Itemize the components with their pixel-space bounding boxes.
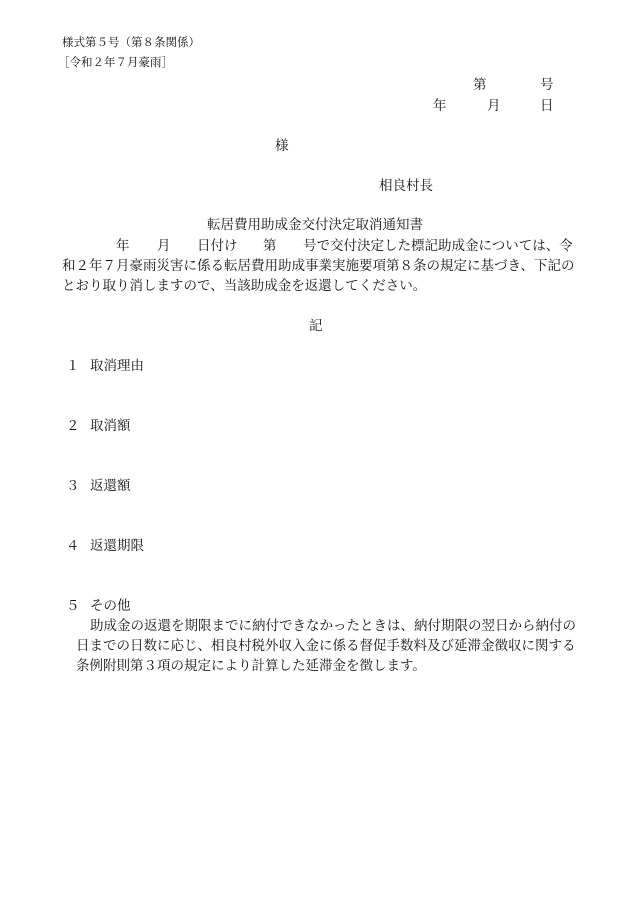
other-text-line3: 条例附則第３項の規定により計算した延滞金を徴します。 (76, 658, 426, 674)
intro-line3: とおり取り消しますので、当該助成金を返還してください。 (62, 278, 427, 294)
item-1-number: １ (66, 358, 80, 374)
date-month: 月 (487, 98, 501, 114)
other-text-line2: 日までの日数に応じ、相良村税外収入金に係る督促手数料及び延滞金徴収に関する (76, 638, 576, 654)
intro-month: 月 (157, 238, 171, 254)
intro-year: 年 (116, 238, 130, 254)
item-3-number: ３ (66, 478, 80, 494)
date-day: 日 (540, 98, 554, 114)
item-5-number: ５ (66, 598, 80, 614)
item-3-label: 返還額 (90, 478, 131, 494)
item-4-number: ４ (66, 538, 80, 554)
item-2-label: 取消額 (90, 418, 131, 434)
doc-number-dai: 第 (473, 77, 487, 93)
disaster-note: ［令和２年７月豪雨］ (58, 55, 173, 69)
item-5-label: その他 (90, 598, 131, 614)
date-year: 年 (433, 98, 447, 114)
intro-date: 日付け (197, 238, 238, 254)
other-text-line1: 助成金の返還を期限までに納付できなかったときは、納付期限の翌日から納付の (90, 618, 576, 634)
item-4-label: 返還期限 (90, 538, 144, 554)
item-2-number: ２ (66, 418, 80, 434)
intro-line2: 和２年７月豪雨災害に係る転居費用助成事業実施要項第８条の規定に基づき、下記の (62, 258, 575, 274)
document-title: 転居費用助成金交付決定取消通知書 (207, 217, 423, 233)
item-1-label: 取消理由 (90, 358, 144, 374)
intro-line1-rest: 号で交付決定した標記助成金については、令 (303, 238, 573, 254)
ki-label: 記 (309, 318, 323, 334)
intro-dai: 第 (263, 238, 277, 254)
doc-number-go: 号 (540, 77, 554, 93)
sender-name: 相良村長 (379, 178, 433, 194)
form-number: 様式第５号（第８条関係） (62, 35, 200, 49)
addressee-sama: 様 (275, 138, 289, 154)
